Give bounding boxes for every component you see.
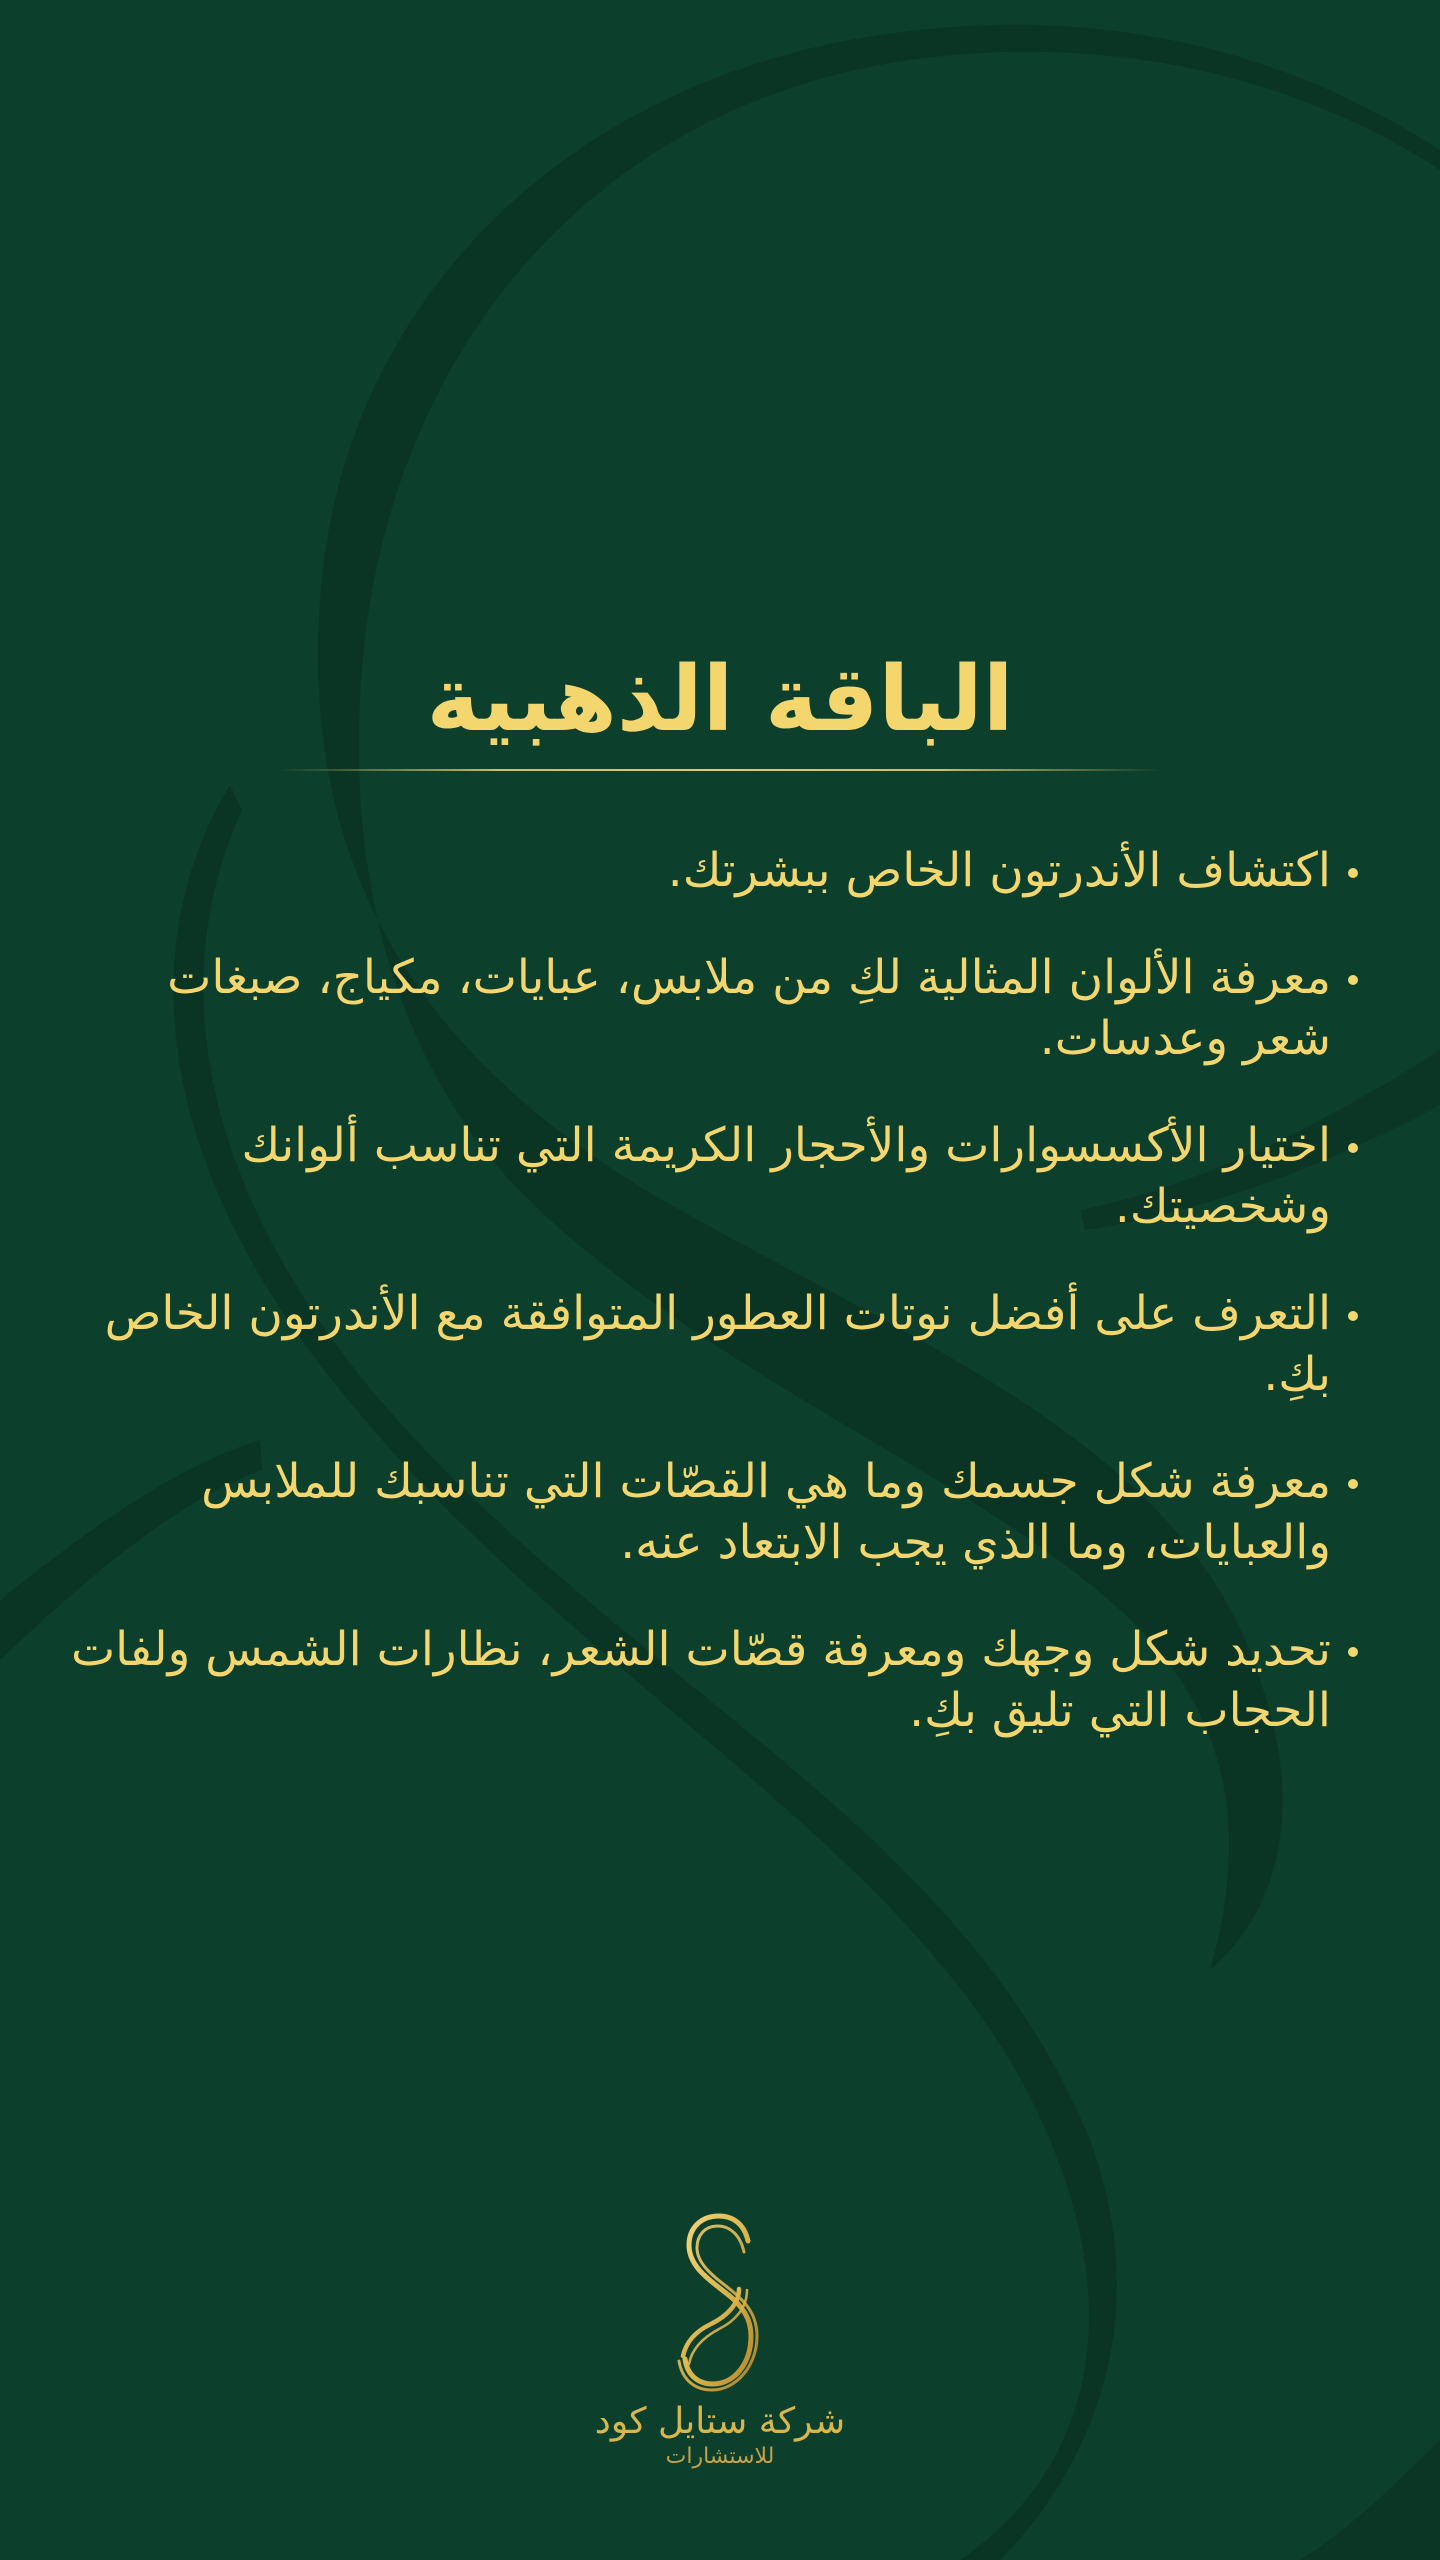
feature-item: [70, 1283, 1355, 1405]
brand-subtitle: للاستشارات: [665, 2444, 775, 2470]
feature-text: اكتشاف الأندرتون الخاص ببشرتك.: [667, 843, 1331, 898]
feature-item: [70, 1451, 1355, 1573]
double-s-logo-icon: [665, 2210, 775, 2395]
bullet-icon: [1348, 1647, 1358, 1657]
feature-text: تحديد شكل وجهك ومعرفة قصّات الشعر، نظارات الشمس ولفات الحجاب التي تليق بكِ.: [70, 1622, 1331, 1738]
feature-text: اختيار الأكسسوارات والأحجار الكريمة التي تناسب ألوانك وشخصيتك.: [241, 1118, 1331, 1234]
bullet-icon: [1348, 975, 1358, 985]
bullet-icon: [1348, 1311, 1358, 1321]
page-title: الباقة الذهبية: [426, 647, 1014, 752]
brand-footer: [0, 2210, 1440, 2471]
feature-item: [70, 840, 1355, 901]
feature-text: معرفة شكل جسمك وما هي القصّات التي تناسبك للملابس والعبايات، وما الذي يجب الابتعاد عنه.: [201, 1454, 1331, 1570]
feature-list: [0, 840, 1440, 1741]
bullet-icon: [1348, 868, 1358, 878]
feature-item: [70, 947, 1355, 1069]
feature-text: التعرف على أفضل نوتات العطور المتوافقة مع الأندرتون الخاص بكِ.: [104, 1286, 1331, 1402]
title-divider: [278, 769, 1162, 771]
bullet-icon: [1348, 1479, 1358, 1489]
feature-item: [70, 1115, 1355, 1237]
bullet-icon: [1348, 1143, 1358, 1153]
feature-item: [70, 1619, 1355, 1741]
brand-name: شركة ستايل كود: [594, 2401, 846, 2442]
feature-text: معرفة الألوان المثالية لكِ من ملابس، عبايات، مكياج، صبغات شعر وعدسات.: [167, 950, 1331, 1066]
